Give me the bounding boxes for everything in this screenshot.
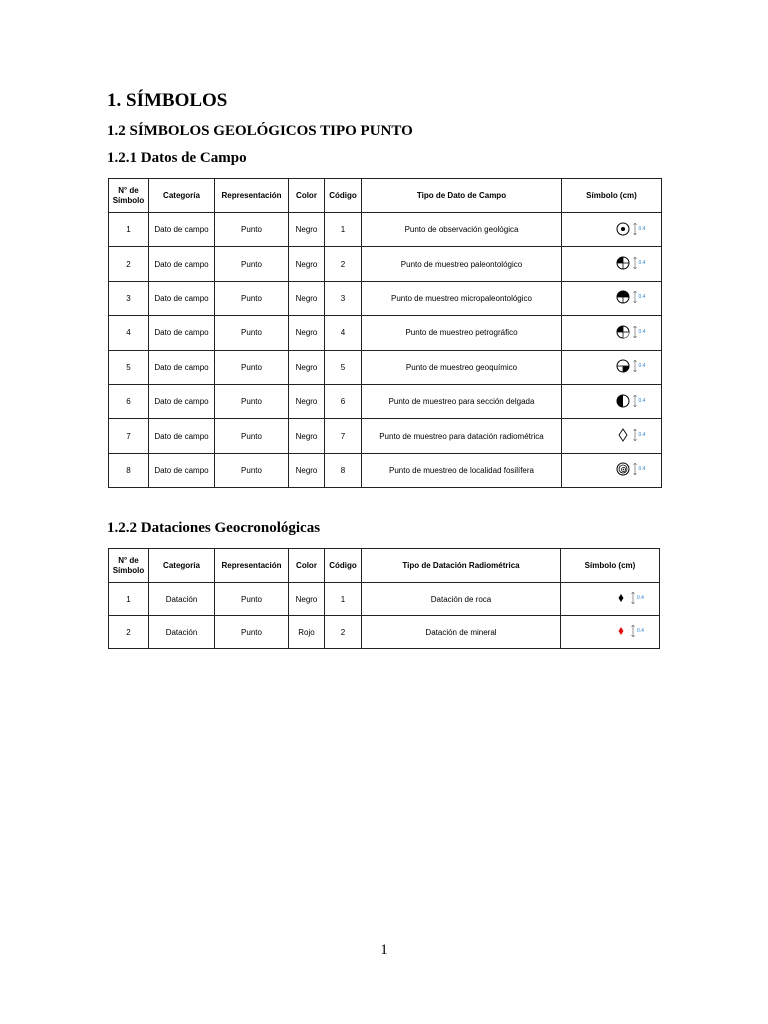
cell-representacion: Punto [215, 247, 289, 281]
symbol-size: 0.4 [638, 260, 646, 267]
cell-codigo: 5 [325, 350, 362, 384]
cell-codigo: 2 [325, 247, 362, 281]
cell-tipo: Datación de mineral [362, 616, 561, 649]
cell-simbolo [562, 213, 662, 247]
cell-num: 1 [109, 213, 149, 247]
cell-representacion: Punto [215, 281, 289, 315]
cell-codigo: 3 [325, 281, 362, 315]
cell-num: 5 [109, 350, 149, 384]
cell-color: Negro [289, 384, 325, 418]
cell-representacion: Punto [215, 453, 289, 487]
dimension-arrow-icon [633, 394, 646, 408]
cell-color: Negro [289, 213, 325, 247]
header-categoria: Categoría [149, 549, 215, 583]
cell-categoria: Dato de campo [149, 213, 215, 247]
header-tipo: Tipo de Dato de Campo [362, 179, 562, 213]
dimension-arrow-icon [631, 591, 644, 605]
cell-codigo: 1 [325, 583, 362, 616]
table-row [109, 213, 662, 247]
header-representacion: Representación [215, 179, 289, 213]
symbol-size: 0.4 [638, 363, 646, 370]
cell-codigo: 7 [325, 419, 362, 453]
symbol-size: 0.4 [638, 225, 646, 232]
table-row [109, 316, 662, 350]
circle-quartered-icon [616, 325, 630, 339]
cell-simbolo [562, 247, 662, 281]
table-header-row [109, 549, 660, 583]
table-header-row [109, 179, 662, 213]
cell-codigo: 2 [325, 616, 362, 649]
dataciones-table [108, 548, 660, 649]
cell-color: Negro [289, 247, 325, 281]
cell-codigo: 4 [325, 316, 362, 350]
header-num: N° de Símbolo [109, 179, 149, 213]
table-row [109, 350, 662, 384]
circle-three-quarter-fill-icon [616, 290, 630, 304]
cell-tipo: Punto de muestreo para sección delgada [362, 384, 562, 418]
diamond-red-icon [614, 624, 628, 638]
page-number: 1 [380, 942, 388, 958]
symbol-size: 0.4 [637, 595, 644, 601]
cell-codigo: 6 [325, 384, 362, 418]
table-row [109, 281, 662, 315]
cell-tipo: Punto de muestreo petrográfico [362, 316, 562, 350]
symbol-size: 0.4 [638, 432, 646, 439]
cell-color: Negro [289, 316, 325, 350]
dimension-arrow-icon [633, 428, 646, 442]
dimension-arrow-icon [631, 624, 644, 638]
cell-simbolo [562, 316, 662, 350]
header-color: Color [289, 549, 325, 583]
dimension-arrow-icon [633, 359, 646, 373]
cell-simbolo [562, 419, 662, 453]
heading-simbolos: 1. SÍMBOLOS [107, 90, 228, 111]
cell-num: 2 [109, 616, 149, 649]
cell-color: Negro [289, 583, 325, 616]
cell-simbolo [561, 583, 660, 616]
cell-num: 4 [109, 316, 149, 350]
cell-categoria: Dato de campo [149, 281, 215, 315]
cell-simbolo [562, 350, 662, 384]
symbol-size: 0.4 [638, 328, 646, 335]
heading-dataciones-geocronologicas: 1.2.2 Dataciones Geocronológicas [107, 520, 321, 536]
cell-tipo: Datación de roca [362, 583, 561, 616]
dimension-arrow-icon [633, 222, 646, 236]
cell-representacion: Punto [215, 616, 289, 649]
cell-num: 1 [109, 583, 149, 616]
diamond-black-icon [614, 591, 628, 605]
cell-simbolo [562, 453, 662, 487]
cell-representacion: Punto [215, 583, 289, 616]
header-num: N° de Símbolo [109, 549, 149, 583]
datos-de-campo-table [108, 178, 662, 488]
cell-categoria: Dato de campo [149, 419, 215, 453]
cell-representacion: Punto [215, 213, 289, 247]
cell-tipo: Punto de observación geológica [362, 213, 562, 247]
cell-color: Negro [289, 350, 325, 384]
circle-bottom-right-fill-icon [616, 359, 630, 373]
cell-codigo: 1 [325, 213, 362, 247]
table-row [109, 616, 660, 649]
header-tipo: Tipo de Datación Radiométrica [362, 549, 561, 583]
cell-tipo: Punto de muestreo de localidad fosilífera [362, 453, 562, 487]
table-row [109, 453, 662, 487]
dimension-arrow-icon [633, 325, 646, 339]
cell-tipo: Punto de muestreo paleontológico [362, 247, 562, 281]
cell-representacion: Punto [215, 316, 289, 350]
cell-categoria: Dato de campo [149, 350, 215, 384]
header-simbolo: Símbolo (cm) [561, 549, 660, 583]
cell-num: 8 [109, 453, 149, 487]
cell-representacion: Punto [215, 350, 289, 384]
dimension-arrow-icon [633, 290, 646, 304]
table-row [109, 384, 662, 418]
cell-categoria: Dato de campo [149, 316, 215, 350]
cell-categoria: Datación [149, 616, 215, 649]
cell-representacion: Punto [215, 419, 289, 453]
symbol-size: 0.4 [638, 397, 646, 404]
header-codigo: Código [325, 549, 362, 583]
cell-simbolo [562, 384, 662, 418]
circle-dot-icon [616, 222, 630, 236]
symbol-size: 0.4 [637, 628, 644, 634]
cell-representacion: Punto [215, 384, 289, 418]
heading-datos-de-campo: 1.2.1 Datos de Campo [107, 150, 247, 166]
dimension-arrow-icon [633, 256, 646, 270]
cell-categoria: Datación [149, 583, 215, 616]
table-row [109, 419, 662, 453]
cell-tipo: Punto de muestreo geoquímico [362, 350, 562, 384]
cell-color: Negro [289, 419, 325, 453]
symbol-size: 0.4 [638, 294, 646, 301]
symbol-size: 0.4 [638, 466, 646, 473]
cell-color: Rojo [289, 616, 325, 649]
header-color: Color [289, 179, 325, 213]
cell-simbolo [561, 616, 660, 649]
circle-half-fill-icon [616, 394, 630, 408]
cell-codigo: 8 [325, 453, 362, 487]
circle-quarter-fill-icon [616, 256, 630, 270]
header-categoria: Categoría [149, 179, 215, 213]
header-simbolo: Símbolo (cm) [562, 179, 662, 213]
cell-color: Negro [289, 453, 325, 487]
header-codigo: Código [325, 179, 362, 213]
cell-categoria: Dato de campo [149, 384, 215, 418]
cell-simbolo [562, 281, 662, 315]
header-representacion: Representación [215, 549, 289, 583]
cell-tipo: Punto de muestreo micropaleontológico [362, 281, 562, 315]
table-row [109, 583, 660, 616]
cell-num: 2 [109, 247, 149, 281]
heading-simbolos-tipo-punto: 1.2 SÍMBOLOS GEOLÓGICOS TIPO PUNTO [107, 123, 413, 139]
cell-categoria: Dato de campo [149, 453, 215, 487]
table-row [109, 247, 662, 281]
spiral-shell-icon [616, 462, 630, 476]
cell-color: Negro [289, 281, 325, 315]
cell-num: 7 [109, 419, 149, 453]
cell-tipo: Punto de muestreo para datación radiométrica [362, 419, 562, 453]
diamond-outline-icon [616, 428, 630, 442]
cell-num: 6 [109, 384, 149, 418]
dimension-arrow-icon [633, 462, 646, 476]
cell-num: 3 [109, 281, 149, 315]
cell-categoria: Dato de campo [149, 247, 215, 281]
